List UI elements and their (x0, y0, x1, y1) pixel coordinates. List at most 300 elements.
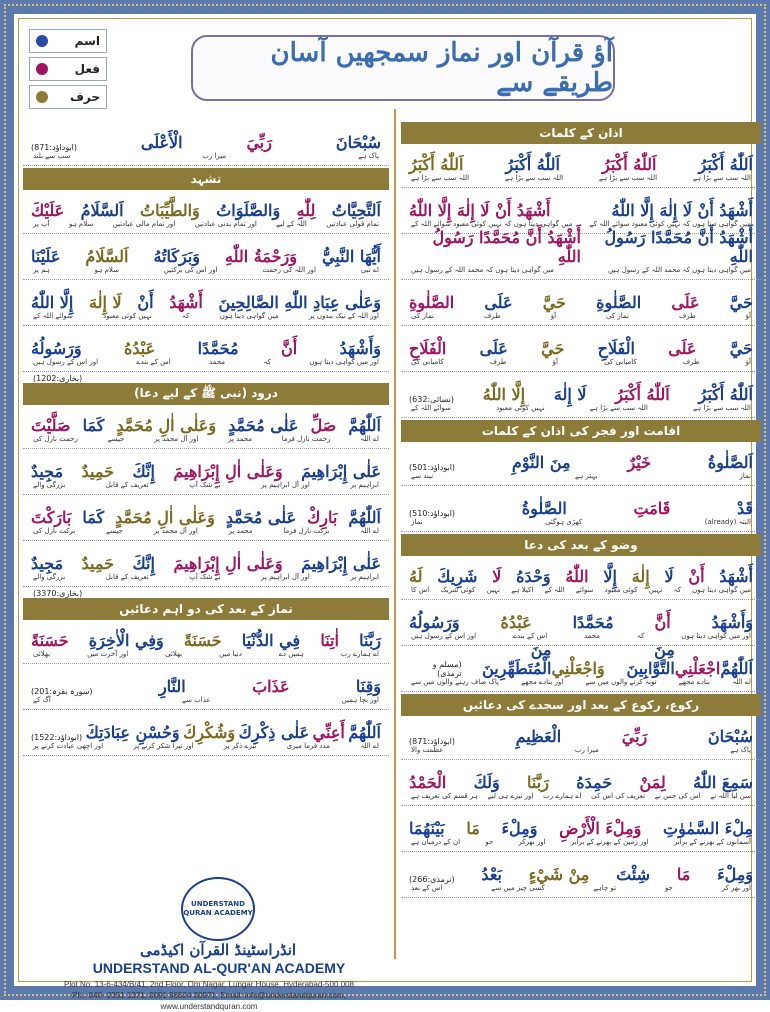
arabic-word: مَا (676, 865, 691, 884)
gloss-word: تعریف کے قابل (105, 481, 149, 489)
gloss-word: اور بنادے مجھے (521, 678, 564, 686)
arabic-word: وَمِلْءَ (501, 819, 538, 838)
wudu-section (401, 534, 761, 692)
arabic-word: وَمِلْءَ الْأَرْضِ (559, 819, 642, 838)
arabic-word: الصَّلٰوةُ (521, 499, 567, 518)
arabic-word: الْفَلَاحِ (597, 339, 635, 358)
gloss-word: اور تمام بدنی عبادتیں (194, 220, 257, 228)
legend-dot-icon (36, 35, 48, 47)
arabic-word: شِئْتَ (616, 865, 651, 884)
gloss-word: ابراہیم پر (350, 481, 379, 489)
reference: (نسائی:632) (409, 395, 454, 404)
arabic-word: النَّارِ (158, 677, 186, 696)
gloss-line (401, 266, 761, 280)
gloss-word: بنادے مجھے (678, 678, 711, 686)
arabic-line (401, 190, 761, 220)
arabic-word: فِي الدُّنْيَا (241, 631, 301, 650)
arabic-word: أَيُّهَا النَّبِيُّ (321, 247, 381, 266)
english-academy-name: UNDERSTAND AL-QUR'AN ACADEMY (92, 960, 346, 976)
arabic-word: لِمَنْ (639, 773, 666, 792)
gloss-word: میں گواہی دیتا ہوں کہ نہیں کوئی معبود سوائے اللہ کے (411, 220, 573, 228)
gloss-word: اور اس کے رسول ہیں (411, 632, 477, 640)
arabic-word: عَلٰى ذِكْرِكَ (238, 723, 310, 742)
arabic-word: شَرِيكَ (437, 567, 478, 586)
gloss-line (23, 527, 389, 541)
gloss-word: نماز کی (606, 312, 629, 320)
arabic-word: عَلٰى مُحَمَّدٍ (228, 416, 299, 435)
gloss-word: تعریف کی اس کی (591, 792, 646, 800)
arabic-word: وَحُسْنِ عِبَادَتِكَ (85, 723, 180, 742)
gloss-word: اس کی جس نے (654, 792, 701, 800)
gloss-word: اور تیرا شکر کرنے پر (133, 742, 194, 750)
gloss-word: نہیں (486, 586, 501, 594)
legend-label: اسم (74, 34, 100, 48)
section-header: اقامت اور فجر کی اذان کے کلمات (401, 420, 761, 442)
duas-section (23, 598, 389, 756)
arabic-word: عَلَى (668, 339, 697, 358)
arabic-word: اَللّٰهُ أَكْبَرُ (615, 385, 670, 404)
arabic-word: مُحَمَّدًا (197, 339, 239, 358)
legend-item (29, 85, 107, 109)
arabic-word: اَلصَّلٰوةُ (707, 453, 753, 472)
gloss-word: کامیابی کی (604, 358, 637, 366)
gloss-word: اللہ سب سے بڑا ہے (505, 174, 564, 182)
arabic-word: وَقِنَا (355, 677, 381, 696)
arabic-word: كَمَا (82, 508, 105, 527)
gloss-word: ہمیں دے (278, 650, 304, 658)
gloss-line (401, 678, 761, 692)
gloss-line (401, 472, 761, 486)
arabic-line (401, 808, 761, 838)
gloss-word: بے شک آپ (189, 573, 221, 581)
gloss-word: طرف (483, 312, 501, 320)
arabic-line (23, 122, 389, 152)
gloss-word: اللہ کے لیے (276, 220, 307, 228)
gloss-word: نماز (739, 472, 751, 480)
contact: Ph.: 040- 2351 1371, 0091 96524 30971, Email: info@understandquran.com, www.understandquran.com (72, 991, 346, 1011)
legend (29, 29, 107, 113)
gloss-word: نماز کی (411, 312, 434, 320)
arabic-line (23, 282, 389, 312)
arabic-word: اَللّٰهُ أَكْبَرُ (505, 155, 560, 174)
gloss-word: پاک ہے (730, 746, 751, 754)
arabic-word: رَبِّيَ (246, 133, 272, 152)
gloss-word: سوائے اللہ کے (33, 312, 73, 320)
arabic-word: حَيَّ (541, 339, 565, 358)
arabic-line (401, 488, 761, 518)
arabic-word: رَبَّنَا (527, 773, 549, 792)
gloss-word: تو چاہے (593, 884, 617, 892)
gloss-word: عظمت والا (411, 746, 444, 754)
legend-label: فعل (74, 62, 100, 76)
reference: (ترمذی:266) (409, 875, 455, 884)
right-column (401, 122, 761, 900)
arabic-word: اللّٰهُ (565, 567, 589, 586)
gloss-word: اور تیرے ہی لیے (487, 792, 534, 800)
gloss-word: اللہ سب سے بڑا ہے (411, 174, 470, 182)
arabic-word: حَمِدَهُ (576, 773, 613, 792)
gloss-line (401, 884, 761, 898)
reference: (ابوداؤد:871) (31, 143, 78, 152)
gloss-word: عذاب سے (181, 696, 211, 704)
arabic-word: وَمِلْءَ (717, 865, 753, 884)
arabic-word: أَشْهَدُ أَنَّ مُحَمَّدًا رَسُولُ اللّٰهِ (432, 228, 581, 266)
arabic-line (23, 405, 389, 435)
arabic-word: لَا (492, 567, 502, 586)
arabic-line (401, 762, 761, 792)
gloss-word: اے ہمارے رب (543, 792, 582, 800)
arabic-word: لَا إِلٰهَ (89, 293, 122, 312)
gloss-line (23, 358, 389, 372)
arabic-word: مِنَ النَّوْمِ (511, 453, 571, 472)
arabic-word: أَشْهَدُ أَنَّ مُحَمَّدًا رَسُولُ اللّٰهِ (604, 228, 753, 266)
urdu-academy-name: انڈراسٹینڈ القرآن اکیڈمی (139, 941, 297, 959)
arabic-word: بَارَكْتَ (31, 508, 72, 527)
arabic-word: اٰتِنَا (320, 631, 339, 650)
gloss-word: میں گواہی دیتا ہوں کہ محمد اللہ کے رسول ہیں (607, 266, 751, 274)
arabic-word: بَيْنَهُمَا (409, 819, 445, 838)
arabic-word: اَللّٰهُمَّ (348, 416, 381, 435)
gloss-line (401, 746, 761, 760)
legend-dot-icon (36, 63, 48, 75)
arabic-line (23, 497, 389, 527)
arabic-word: اجْعَلْنِي (674, 659, 721, 678)
logo-text: UNDERSTAND QURAN ACADEMY (183, 900, 253, 917)
arabic-word: مِلْءَ السَّمٰوٰتِ (663, 819, 753, 838)
arabic-word: مَجِيدٌ (31, 554, 64, 573)
legend-item (29, 57, 107, 81)
gloss-word: نہیں (648, 586, 663, 594)
gloss-line (401, 586, 761, 600)
gloss-line (401, 312, 761, 326)
gloss-word: اے اللہ (360, 742, 379, 750)
gloss-word: آؤ (745, 312, 751, 320)
arabic-word: الْأَعْلَى (140, 133, 183, 152)
gloss-word: جو (664, 884, 673, 892)
gloss-word: اور بھر کر (721, 884, 751, 892)
gloss-word: طرف (678, 312, 696, 320)
gloss-word: اے اللہ (732, 678, 751, 686)
gloss-word: آگ کے (33, 696, 51, 704)
section-header: نماز کے بعد کی دو اہم دعائیں (23, 598, 389, 620)
gloss-line (23, 266, 389, 280)
gloss-word: سن لیا اللہ نے (710, 792, 751, 800)
tashahhud-section (23, 168, 389, 383)
arabic-word: وَعَلٰى اٰلِ إِبْرَاهِيمَ (173, 462, 283, 481)
arabic-line (23, 236, 389, 266)
iqamah-section (401, 420, 761, 532)
gloss-word: سلام ہو (68, 220, 94, 228)
arabic-word: عَذَابَ (252, 677, 290, 696)
arabic-word: عَلٰى إِبْرَاهِيمَ (301, 462, 381, 481)
page-title (191, 35, 615, 101)
arabic-word: كَمَا (82, 416, 105, 435)
arabic-word: حَيَّ (729, 293, 753, 312)
gloss-word: اے ہمارے رب (340, 650, 379, 658)
legend-label: حرف (69, 90, 100, 104)
arabic-word: صَلَّيْتَ (31, 416, 71, 435)
gloss-word: توبہ کرنے والوں میں سے (585, 678, 657, 686)
arabic-word: أَشْهَدُ (169, 293, 203, 312)
arabic-word: مُحَمَّدًا (572, 613, 614, 632)
arabic-line (401, 716, 761, 746)
gloss-word: کہ (673, 586, 681, 594)
arabic-word: اَللّٰهُمَّ (348, 508, 381, 527)
arabic-line (401, 144, 761, 174)
gloss-word: تمام قولی عبادتیں (326, 220, 379, 228)
gloss-word: میں گواہی دیتا ہوں (692, 586, 751, 594)
gloss-word: جیسے (106, 527, 123, 535)
gloss-word: بہتر ہے (575, 472, 598, 480)
arabic-word: اَلسَّلَامُ (80, 201, 124, 220)
gloss-line (23, 481, 389, 495)
arabic-line (401, 854, 761, 884)
arabic-line (401, 602, 761, 632)
gloss-word: کہ (182, 312, 190, 320)
reference: (بخاری:3370) (33, 589, 83, 598)
arabic-word: وَبَرَكَاتُهُ (153, 247, 200, 266)
reference: (ابوداؤد:501) (409, 463, 456, 472)
arabic-word: أَنْ (688, 567, 705, 586)
arabic-word: مَا (466, 819, 480, 838)
gloss-word: کہ (263, 358, 271, 366)
reference: (بخاری:1202) (33, 374, 83, 383)
arabic-word: بَعْدُ (481, 865, 502, 884)
gloss-line (401, 838, 761, 852)
arabic-word: عَلٰى مُحَمَّدٍ (225, 508, 297, 527)
gloss-word: محمد (584, 632, 601, 640)
gloss-word: تیرے ذکر پر (223, 742, 257, 750)
gloss-line (401, 632, 761, 646)
gloss-word: اس کے بعد (411, 884, 443, 892)
gloss-line (23, 220, 389, 234)
arabic-line (401, 640, 761, 678)
gloss-word: اے اللہ (360, 435, 379, 443)
arabic-word: وَعَلٰى عِبَادِ اللّٰهِ الصَّالِحِينَ (218, 293, 381, 312)
arabic-word: مَجِيدٌ (31, 462, 64, 481)
gloss-word: رحمت نازل کی (33, 435, 78, 443)
arabic-word: عَلَيْكَ (31, 201, 65, 220)
arabic-word: عَلَيْنَا (31, 247, 61, 266)
academy-logo (181, 877, 255, 941)
gloss-word: نہیں کوئی معبود (103, 312, 152, 320)
arabic-word: وَأَشْهَدُ (711, 613, 753, 632)
arabic-word: وَالصَّلَوَاتُ (216, 201, 281, 220)
arabic-word: الْحَمْدُ (409, 773, 447, 792)
arabic-word: حَسَنَةً (183, 631, 222, 650)
gloss-word: جیسے (107, 435, 125, 443)
reference: (ابوداؤد:871) (409, 737, 456, 746)
arabic-line (23, 712, 389, 742)
gloss-line (23, 312, 389, 326)
arabic-line (23, 620, 389, 650)
arabic-word: عَلَى (671, 293, 700, 312)
left-column (23, 122, 389, 758)
arabic-line (23, 451, 389, 481)
opening-tasbeeh (23, 122, 389, 166)
arabic-word: وَعَلٰى اٰلِ مُحَمَّدٍ (116, 416, 217, 435)
arabic-word: اَللّٰهُ أَكْبَرُ (602, 155, 657, 174)
gloss-word: کوئی معبود (604, 586, 638, 594)
gloss-word: سوائے (575, 586, 594, 594)
arabic-word: صَلِّ (310, 416, 337, 435)
arabic-word: وَحْدَهُ (516, 567, 551, 586)
arabic-line (23, 543, 389, 573)
gloss-line (23, 152, 389, 166)
arabic-line (401, 228, 761, 266)
gloss-line (23, 573, 389, 587)
arabic-word: أَنْ (137, 293, 154, 312)
section-header: وضو کے بعد کی دعا (401, 534, 761, 556)
arabic-line (23, 190, 389, 220)
section-header: درود (نبی ﷺ کے لیے دعا) (23, 383, 389, 405)
arabic-word: بَارِكْ (307, 508, 338, 527)
gloss-word: برکت نازل فرما (283, 527, 330, 535)
arabic-word: إِلٰهَ (631, 567, 650, 586)
ruku-section (401, 694, 761, 898)
gloss-word: بزرگی والے (33, 481, 66, 489)
arabic-word: وَالطَّيِّبَاتُ (140, 201, 200, 220)
gloss-word: محمد پر (228, 527, 253, 535)
gloss-word: اور آخرت میں (87, 650, 129, 658)
gloss-word: نیند سے (411, 472, 434, 480)
arabic-word: اَللّٰهُمَّ (348, 723, 381, 742)
gloss-word: آؤ (550, 312, 557, 320)
gloss-word: ہر قسم کی تعریف ہے (411, 792, 478, 800)
section-header: تشہد (23, 168, 389, 190)
arabic-word: الْعَظِيمِ (515, 727, 562, 746)
reference: (ابوداؤد:510) (409, 509, 456, 518)
gloss-word: دنیا میں (219, 650, 242, 658)
inner-frame (18, 18, 753, 1011)
gloss-word: البتہ (already) (704, 518, 751, 526)
gloss-word: بھلائی (165, 650, 183, 658)
arabic-word: قَامَتِ (633, 499, 671, 518)
arabic-word: وَرَسُولُهُ (31, 339, 82, 358)
arabic-word: رَبِّيَ (621, 727, 648, 746)
gloss-word: اور اس کی برکتیں (163, 266, 218, 274)
address-block (29, 979, 389, 1012)
gloss-word: تعریف کے قابل (105, 573, 149, 581)
gloss-word: پاک ہے (358, 152, 379, 160)
gloss-word: نماز (411, 518, 423, 526)
gloss-word: آسمانوں کے بھرنے کے برابر (673, 838, 751, 846)
arabic-word: اَلتَّحِيَّاتُ (331, 201, 381, 220)
arabic-word: أَنَّ (281, 339, 298, 358)
gloss-word: اور میں گواہی دیتا ہوں (681, 632, 751, 640)
gloss-word: جو (485, 838, 494, 846)
arabic-word: وَأَشْهَدُ (339, 339, 381, 358)
gloss-word: اور بھرکر (518, 838, 546, 846)
gloss-line (23, 742, 389, 756)
arabic-word: سُبْحَانَ (707, 727, 753, 746)
gloss-word: اور اللہ کی رحمت (262, 266, 317, 274)
legend-item (29, 29, 107, 53)
reference: (سورہ بقرہ:201) (31, 687, 93, 696)
gloss-word: ابراہیم پر (350, 573, 379, 581)
arabic-word: أَشْهَدُ (719, 567, 753, 586)
gloss-word: نہیں کوئی معبود (496, 404, 545, 412)
gloss-word: کامیابی کی (411, 358, 444, 366)
title-text: آؤ قرآن اور نماز سمجھیں آسان طریقے سے (270, 38, 613, 98)
arabic-word: حَمِيدٌ (81, 554, 115, 573)
gloss-word: میں گواہی دیتا ہوں کہ نہیں کوئی معبود سوائے اللہ کے (589, 220, 751, 228)
arabic-line (23, 328, 389, 358)
gloss-word: بھلائی (33, 650, 51, 658)
arabic-line (401, 328, 761, 358)
arabic-word: أَنَّ (654, 613, 671, 632)
arabic-word: وَشُكْرِكَ (183, 723, 236, 742)
arabic-word: حَسَنَةً (31, 631, 69, 650)
arabic-word: مِنَ التَّوَّابِينَ (626, 640, 675, 678)
arabic-word: وَلَكَ (473, 773, 500, 792)
gloss-line (401, 358, 761, 372)
gloss-word: ہم پر (33, 266, 50, 274)
arabic-word: حَمِيدٌ (81, 462, 115, 481)
gloss-line (23, 650, 389, 664)
arabic-word: وَفِي الْاٰخِرَةِ (88, 631, 164, 650)
gloss-word: اللہ سب سے بڑا ہے (692, 404, 751, 412)
section-header: اذان کے کلمات (401, 122, 761, 144)
arabic-line (401, 556, 761, 586)
arabic-word: وَعَلٰى اٰلِ مُحَمَّدٍ (115, 508, 215, 527)
arabic-word: قَدْ (736, 499, 753, 518)
gloss-word: کھڑی ہوگئی (545, 518, 583, 526)
gloss-word: کسی چیز میں سے (491, 884, 545, 892)
gloss-word: پاک صاف رہنے والوں میں سے (411, 678, 499, 686)
arabic-word: عَلَى (484, 293, 513, 312)
arabic-word: لَا إِلٰهَ (553, 385, 587, 404)
arabic-word: اَللّٰهُ أَكْبَرُ (698, 155, 753, 174)
gloss-word: اکیلا ہے (511, 586, 534, 594)
gloss-word: اور آل ابراہیم پر (261, 573, 310, 581)
arabic-word: وَرَحْمَةُ اللّٰهِ (225, 247, 297, 266)
gloss-word: اس کے بندے (136, 358, 171, 366)
gloss-word: آؤ (745, 358, 751, 366)
arabic-word: حَيَّ (729, 339, 753, 358)
gloss-word: بے شک آپ (189, 481, 221, 489)
gloss-word: اور اللہ کے نیک بندوں پر (308, 312, 379, 320)
arabic-word: إِنَّكَ (132, 554, 155, 573)
arabic-word: لَهُ (409, 567, 423, 586)
gloss-word: اور اچھی عبادت کرنے پر (33, 742, 104, 750)
arabic-word: اَللّٰهُ أَكْبَرُ (409, 155, 464, 174)
arabic-word: إِلَّا اللّٰهُ (482, 385, 526, 404)
reference: (ابوداؤد:1522) (31, 733, 83, 742)
gloss-word: اس کے بندے (512, 632, 548, 640)
arabic-word: أَشْهَدُ أَنْ لَا إِلٰهَ إِلَّا اللّٰهُ (409, 201, 551, 220)
gloss-word: سب سے بلند (33, 152, 71, 160)
gloss-word: اور زمین کے بھرنے کے برابر (570, 838, 649, 846)
gloss-word: اللہ کے (544, 586, 565, 594)
arabic-word: عَلٰى إِبْرَاهِيمَ (301, 554, 381, 573)
gloss-word: میرا رب (574, 746, 599, 754)
gloss-word: اور آل محمد پر (153, 527, 198, 535)
arabic-word: لِلّٰهِ (296, 201, 316, 220)
arabic-word: وَرَسُولُهُ (409, 613, 460, 632)
gloss-word: آؤ (552, 358, 558, 366)
arabic-word: أَشْهَدُ أَنْ لَا إِلٰهَ إِلَّا اللّٰهُ (611, 201, 753, 220)
arabic-word: إِنَّكَ (132, 462, 155, 481)
arabic-word: مِنَ الْمُتَطَهِّرِينَ (482, 640, 552, 678)
arabic-word: سَمِعَ اللّٰهُ (693, 773, 753, 792)
gloss-word: اللہ سب سے بڑا ہے (589, 404, 648, 412)
arabic-word: عَبْدُهُ (500, 613, 532, 632)
arabic-word: وَعَلٰى اٰلِ إِبْرَاهِيمَ (173, 554, 283, 573)
gloss-word: اللہ سب سے بڑا ہے (598, 174, 658, 182)
arabic-word: إِلَّا اللّٰهُ (31, 293, 74, 312)
gloss-line (23, 435, 389, 449)
